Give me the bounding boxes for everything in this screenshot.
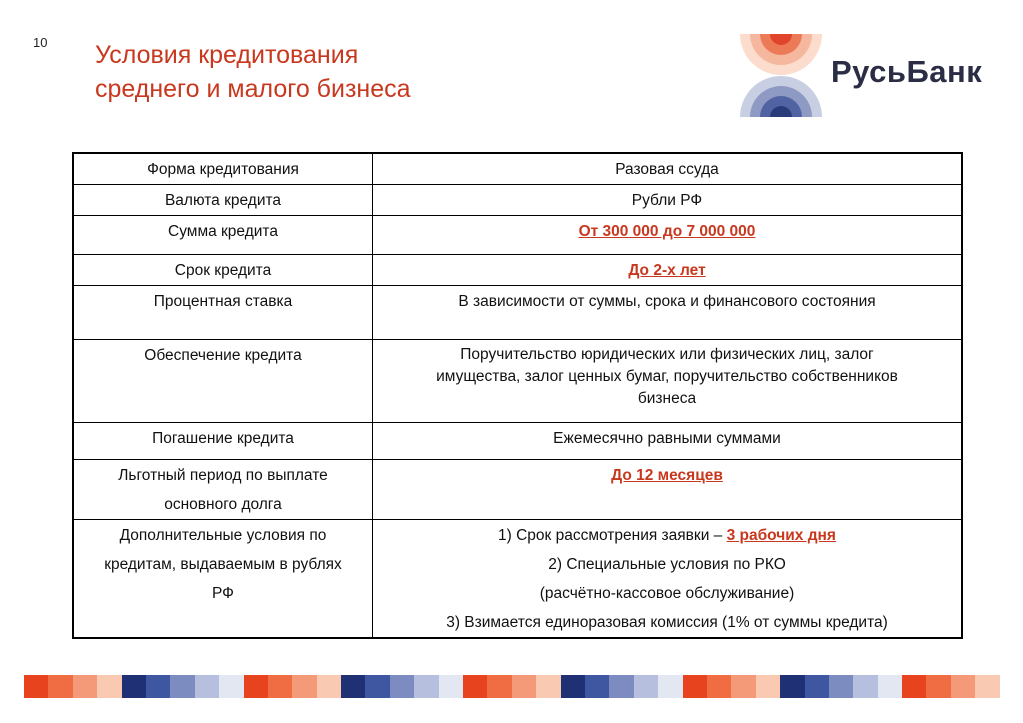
row-label: Срок кредита xyxy=(174,262,272,279)
row-value-line: имущества, залог ценных бумаг, поручительство собственников xyxy=(436,368,898,385)
row-label xyxy=(74,520,372,608)
footer-stripe-block xyxy=(512,675,536,698)
row-value-cell xyxy=(373,460,963,520)
table-row xyxy=(73,423,962,460)
row-value: В зависимости от суммы, срока и финансового состояния xyxy=(458,293,876,310)
footer-stripe-block xyxy=(853,675,877,698)
footer-stripe-block xyxy=(683,675,707,698)
review-period-highlight: 3 рабочих дня xyxy=(726,527,836,544)
footer-stripe-block xyxy=(48,675,72,698)
footer-stripe-block xyxy=(658,675,682,698)
row-value-cell xyxy=(373,286,963,340)
footer-stripe-block xyxy=(122,675,146,698)
row-value: Ежемесячно равными суммами xyxy=(553,430,781,447)
footer-stripe-block xyxy=(951,675,975,698)
row-label-cell xyxy=(73,520,373,639)
credit-term-highlight: До 2-х лет xyxy=(628,262,706,279)
row-value-cell xyxy=(373,340,963,423)
row-label-cell xyxy=(73,185,373,216)
footer-stripe-block xyxy=(975,675,999,698)
row-value-cell xyxy=(373,423,963,460)
row-label-line: РФ xyxy=(212,585,234,602)
condition-line-4: 3) Взимается единоразовая комиссия (1% от суммы кредита) xyxy=(446,614,888,631)
row-label-cell xyxy=(73,286,373,340)
footer-stripe-block xyxy=(73,675,97,698)
row-label-cell xyxy=(73,153,373,185)
table-row xyxy=(73,185,962,216)
table-row xyxy=(73,286,962,340)
footer-stripe-block xyxy=(244,675,268,698)
footer-stripe-block xyxy=(609,675,633,698)
footer-stripe-block xyxy=(195,675,219,698)
row-label: Валюта кредита xyxy=(164,192,282,209)
footer-stripe-block xyxy=(756,675,780,698)
footer-stripe-block xyxy=(390,675,414,698)
credit-amount-highlight: От 300 000 до 7 000 000 xyxy=(578,223,756,240)
footer-stripe-block xyxy=(731,675,755,698)
row-value xyxy=(373,520,961,637)
row-value-cell xyxy=(373,153,963,185)
footer-stripe-block xyxy=(805,675,829,698)
footer-stripe-block xyxy=(634,675,658,698)
table-row xyxy=(73,153,962,185)
table-row xyxy=(73,460,962,520)
grace-period-highlight: До 12 месяцев xyxy=(611,467,723,484)
footer-stripe-block xyxy=(561,675,585,698)
row-value-cell xyxy=(373,216,963,255)
row-label-line: Дополнительные условия по xyxy=(119,527,327,544)
footer-stripe-block xyxy=(878,675,902,698)
footer-stripe-block xyxy=(463,675,487,698)
footer-stripe-block xyxy=(341,675,365,698)
row-label-line: Льготный период по выплате xyxy=(118,467,328,484)
row-label-line: кредитам, выдаваемым в рублях xyxy=(104,556,342,573)
row-value-cell xyxy=(373,255,963,286)
footer-stripe-block xyxy=(268,675,292,698)
table-row xyxy=(73,255,962,286)
footer-stripe-block xyxy=(97,675,121,698)
row-label: Обеспечение кредита xyxy=(144,347,302,364)
row-value: Разовая ссуда xyxy=(615,161,719,178)
footer-stripe-block xyxy=(24,675,48,698)
row-label xyxy=(74,460,372,519)
row-label-cell xyxy=(73,255,373,286)
row-label: Форма кредитования xyxy=(147,161,299,178)
footer-stripe-block xyxy=(487,675,511,698)
condition-line-1-text: 1) Срок рассмотрения заявки – xyxy=(498,527,727,544)
row-value: Рубли РФ xyxy=(631,192,703,209)
condition-line-2: 2) Специальные условия по РКО xyxy=(548,556,786,573)
table-row xyxy=(73,340,962,423)
footer-stripe-block xyxy=(902,675,926,698)
logo-mark-lower-arcs xyxy=(740,76,822,117)
footer-stripe-block xyxy=(317,675,341,698)
row-label-cell xyxy=(73,423,373,460)
row-value-cell xyxy=(373,185,963,216)
slide-title-line-2: среднего и малого бизнеса xyxy=(95,75,411,103)
row-value-line: Поручительство юридических или физических лиц, залог xyxy=(460,346,874,363)
row-label: Процентная ставка xyxy=(153,293,293,310)
footer-stripe-block xyxy=(585,675,609,698)
footer-stripe-block xyxy=(707,675,731,698)
footer-stripe-block xyxy=(780,675,804,698)
row-label: Погашение кредита xyxy=(152,430,294,447)
row-value-cell xyxy=(373,520,963,639)
row-label-cell xyxy=(73,216,373,255)
footer-stripe-block xyxy=(219,675,243,698)
slide-title xyxy=(95,38,411,106)
table-row xyxy=(73,520,962,639)
footer-stripe-block xyxy=(170,675,194,698)
row-value xyxy=(373,255,961,285)
footer-stripe-block xyxy=(439,675,463,698)
row-label-cell xyxy=(73,460,373,520)
footer-stripe-block xyxy=(829,675,853,698)
row-label: Сумма кредита xyxy=(168,223,278,240)
footer-stripe-block xyxy=(292,675,316,698)
logo-mark-upper-arcs xyxy=(740,34,822,75)
credit-terms-table xyxy=(72,152,963,639)
footer-stripe-bar xyxy=(24,675,1000,698)
condition-line-1 xyxy=(373,521,961,550)
row-value xyxy=(373,340,961,410)
row-label-cell xyxy=(73,340,373,423)
page-number: 10 xyxy=(33,35,48,50)
slide-title-line-1: Условия кредитования xyxy=(95,41,359,69)
rusbank-logo xyxy=(736,30,986,120)
footer-stripe-block xyxy=(146,675,170,698)
footer-stripe-block xyxy=(536,675,560,698)
table-row xyxy=(73,216,962,255)
footer-stripe-block xyxy=(414,675,438,698)
row-value-line: бизнеса xyxy=(637,390,697,407)
row-value xyxy=(373,216,961,246)
rusbank-logo-mark xyxy=(736,30,826,120)
row-value xyxy=(373,460,961,490)
condition-line-3: (расчётно-кассовое обслуживание) xyxy=(539,585,795,602)
footer-stripe-block xyxy=(926,675,950,698)
footer-stripe-block xyxy=(365,675,389,698)
row-label-line: основного долга xyxy=(164,496,282,513)
logo-text: РусьБанк xyxy=(831,54,983,89)
